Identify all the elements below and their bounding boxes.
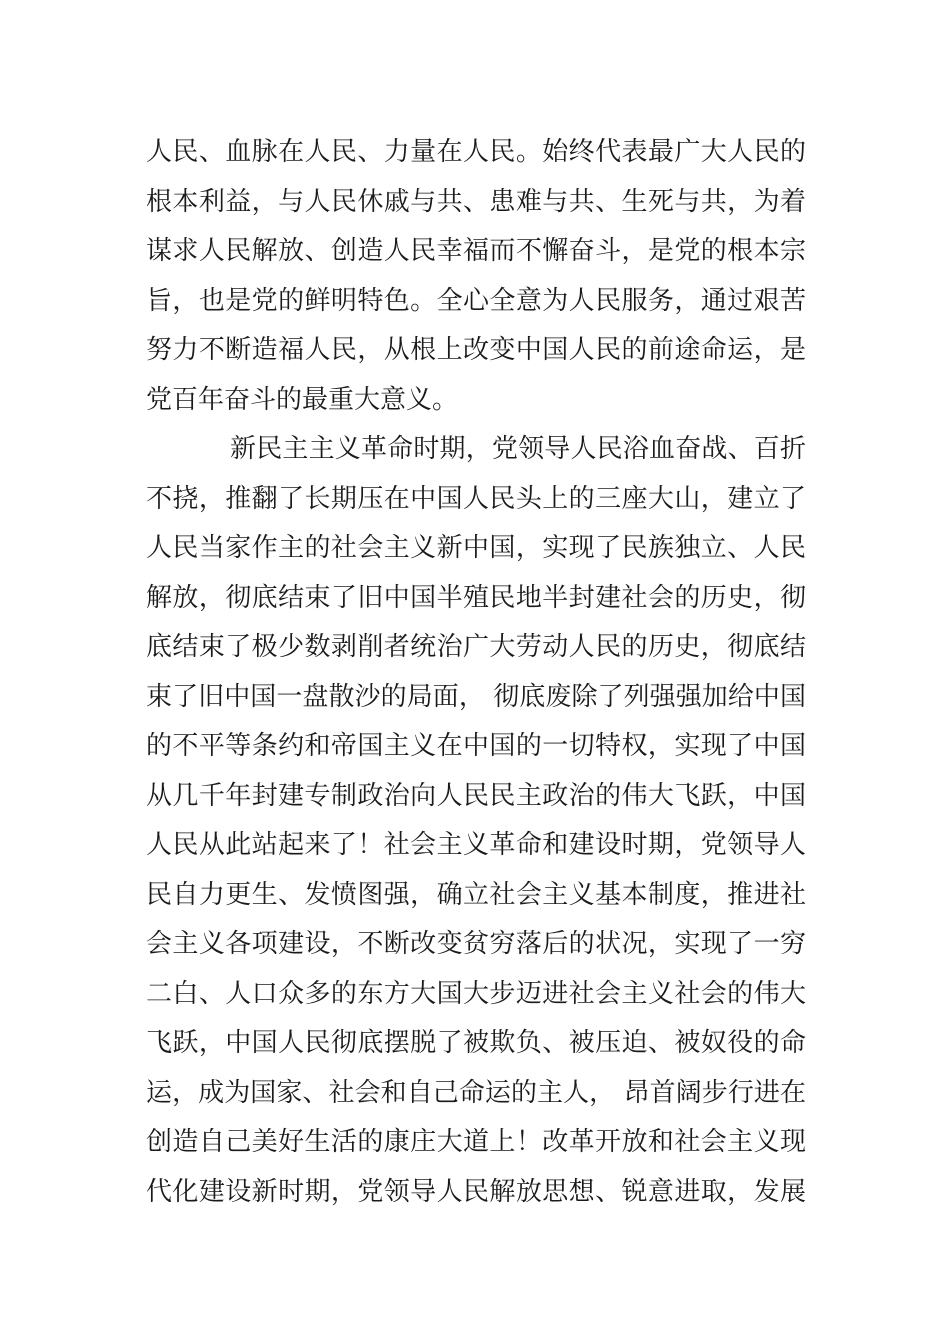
text-line: 解放，彻底结束了旧中国半殖民地半封建社会的历史，彻: [146, 582, 806, 613]
text-line: 从几千年封建专制政治向人民民主政治的伟大飞跃，中国: [146, 780, 806, 811]
text-line: 人民、血脉在人民、力量在人民。始终代表最广大人民的: [146, 137, 806, 167]
body-text: [146, 128, 806, 1217]
text-line: 束了旧中国一盘散沙的局面， 彻底废除了列强强加给中国: [146, 681, 806, 712]
text-line: 不挠，推翻了长期压在中国人民头上的三座大山，建立了: [146, 483, 806, 514]
text-line: 会主义各项建设，不断改变贫穷落后的状况，实现了一穷: [146, 929, 806, 959]
text-line: 二白、人口众多的东方大国大步迈进社会主义社会的伟大: [146, 978, 806, 1009]
text-line: 旨，也是党的鲜明特色。全心全意为人民服务，通过艰苦: [146, 285, 806, 316]
text-line: 根本利益，与人民休戚与共、患难与共、生死与共，为着: [146, 186, 806, 217]
text-line: 党百年奋斗的最重大意义。: [146, 384, 459, 415]
text-line: 人民从此站起来了！社会主义革命和建设时期，党领导人: [146, 830, 806, 860]
text-line: 新民主主义革命时期，党领导人民浴血奋战、百折: [230, 434, 806, 464]
text-line: 代化建设新时期，党领导人民解放思想、锐意进取，发展: [146, 1176, 806, 1207]
text-line: 创造自己美好生活的康庄大道上！改革开放和社会主义现: [146, 1127, 806, 1157]
text-line: 人民当家作主的社会主义新中国，实现了民族独立、人民: [146, 533, 806, 563]
text-line: 飞跃，中国人民彻底摆脱了被欺负、被压迫、被奴役的命: [146, 1028, 806, 1058]
text-line: 运，成为国家、社会和自己命运的主人， 昂首阔步行进在: [146, 1077, 806, 1108]
text-line: 民自力更生、发愤图强，确立社会主义基本制度，推进社: [146, 879, 806, 910]
text-line: 底结束了极少数剥削者统治广大劳动人民的历史，彻底结: [146, 632, 806, 662]
text-line: 谋求人民解放、创造人民幸福而不懈奋斗，是党的根本宗: [146, 236, 806, 266]
text-line: 的不平等条约和帝国主义在中国的一切特权，实现了中国: [146, 731, 806, 761]
text-line: 努力不断造福人民，从根上改变中国人民的前途命运，是: [146, 335, 806, 365]
